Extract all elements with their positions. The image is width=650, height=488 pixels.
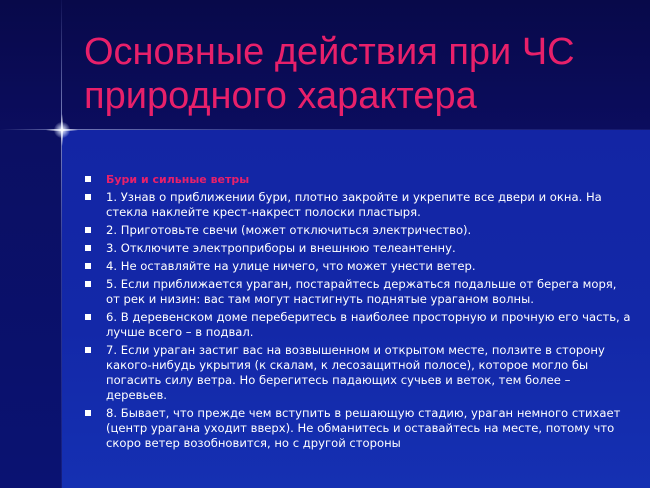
sparkle-glow [54,122,70,138]
list-item-text: 7. Если ураган застиг вас на возвышенном и открытом месте, ползите в сторону какого-нибудь укрытия (к скалам, к лесозащитной полосе), которое могло бы погасить силу ветра. Но берегитесь падающих сучьев и веток, тем более – деревьев. [106,343,605,402]
list-item [84,277,632,307]
list-item-text: 4. Не оставляйте на улице ничего, что может унести ветер. [106,259,476,273]
list-item-text: 8. Бывает, что прежде чем вступить в решающую стадию, ураган немного стихает (центр урагана уходит вверх). Не обманитесь и оставайтесь на месте, потому что скоро ветер возобновится, но с другой стороны [106,406,621,450]
list-heading-text: Бури и сильные ветры [106,173,250,186]
square-bullet-icon [85,245,91,251]
slide-title-line-1: Основные действия при ЧС [84,31,575,73]
list-item-text: 3. Отключите электроприборы и внешнюю телеантенну. [106,241,456,255]
slide-left-band [0,130,62,488]
list-item [84,259,632,274]
list-item-text: 2. Приготовьте свечи (может отключиться электричество). [106,223,472,237]
list-item [84,310,632,340]
square-bullet-icon [85,263,91,269]
square-bullet-icon [85,227,91,233]
square-bullet-icon [85,176,91,182]
horizontal-divider [0,129,650,130]
list-item [84,190,632,220]
list-item [84,406,632,451]
list-heading [84,172,632,187]
list-item [84,343,632,403]
list-item-text: 6. В деревенском доме переберитесь в наиболее просторную и прочную его часть, а лучше всего – в подвал. [106,310,631,339]
list-item [84,223,632,238]
list-item-text: 5. Если приближается ураган, постарайтесь держаться подальше от берега моря, от рек и низин: вас там могут настигнуть поднятые ураганом волны. [106,277,617,306]
sparkle-star-icon [46,114,78,146]
square-bullet-icon [85,347,91,353]
list-item-text: 1. Узнав о приближении бури, плотно закройте и укрепите все двери и окна. На стекла наклейте крест-накрест полоски пластыря. [106,190,602,219]
square-bullet-icon [85,194,91,200]
square-bullet-icon [85,410,91,416]
bullet-list [84,172,632,454]
vertical-divider [61,0,62,488]
square-bullet-icon [85,314,91,320]
list-item [84,241,632,256]
slide-title-line-2: природного характера [84,75,477,117]
slide-title [84,30,634,118]
square-bullet-icon [85,281,91,287]
